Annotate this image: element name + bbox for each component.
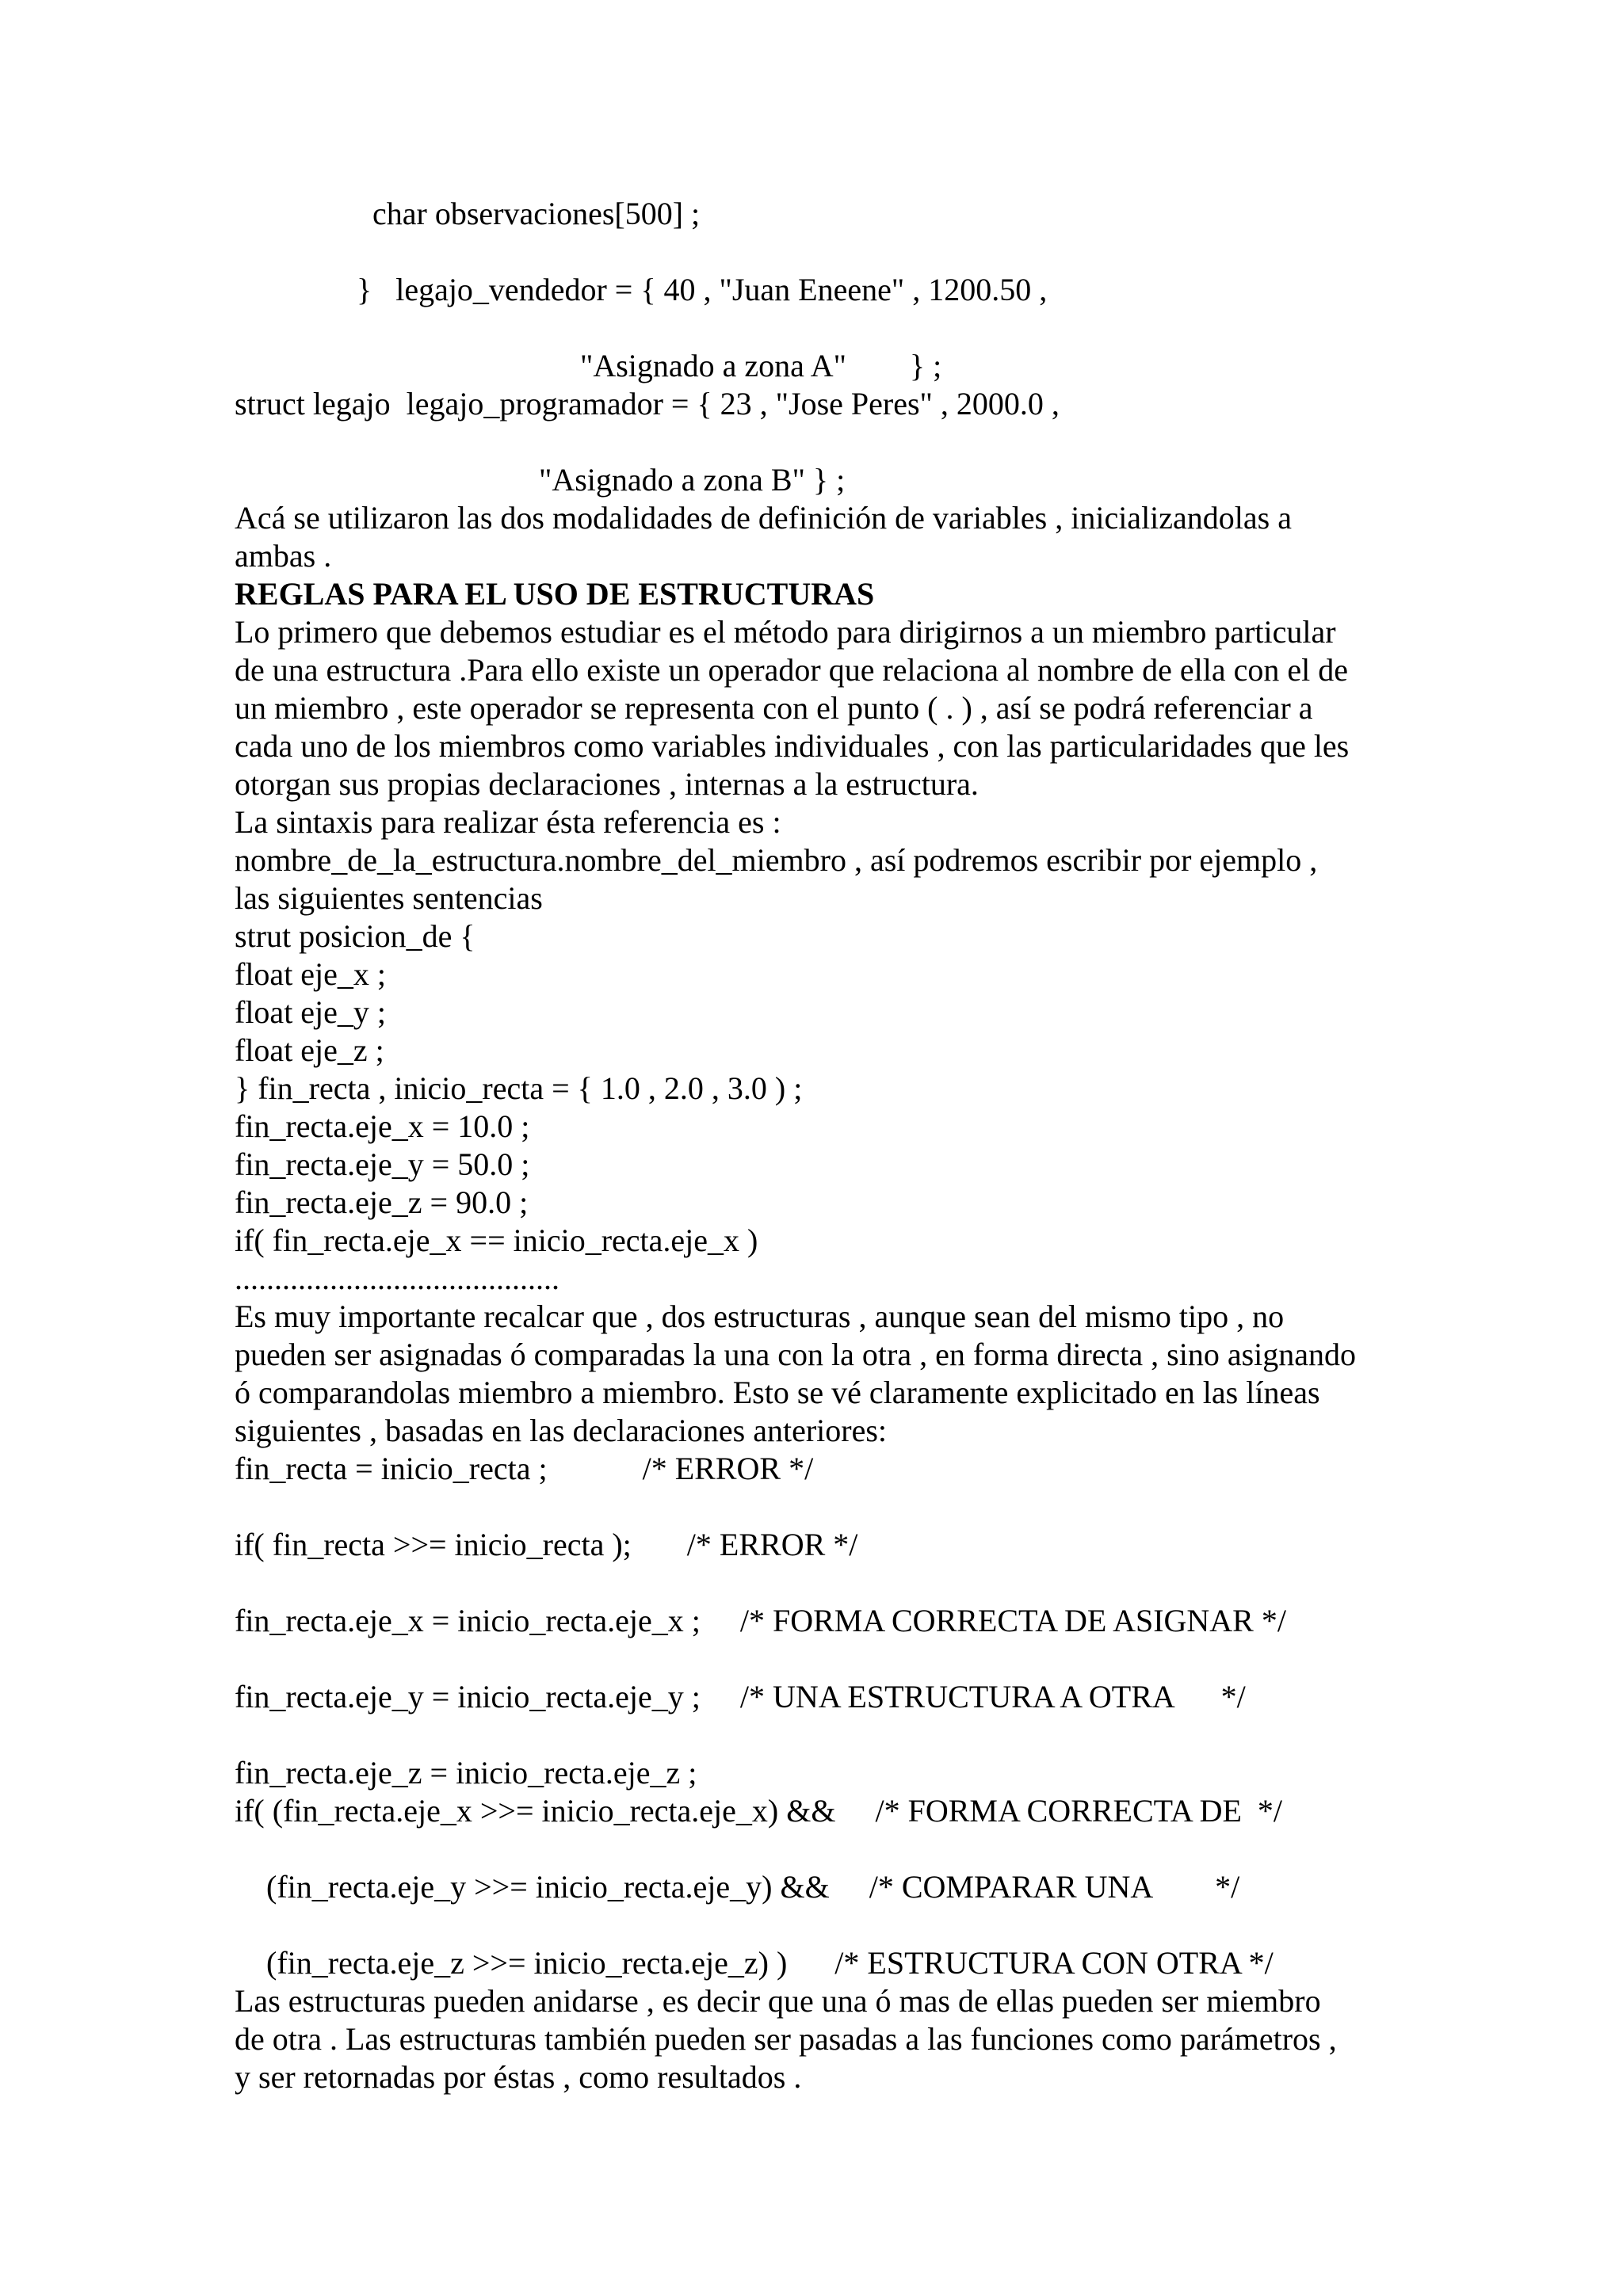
code-line: (fin_recta.eje_y >>= inicio_recta.eje_y) && /* COMPARAR UNA */ — [266, 1869, 1240, 1905]
code-line: if( (fin_recta.eje_x >>= inicio_recta.eje_x) && /* FORMA CORRECTA DE */ — [235, 1793, 1283, 1829]
code-line: strut posicion_de { — [235, 918, 475, 954]
code-line: if( fin_recta.eje_x == inicio_recta.eje_x ) — [235, 1222, 758, 1258]
code-line: float eje_x ; — [235, 956, 387, 992]
code-line: } fin_recta , inicio_recta = { 1.0 , 2.0 , 3.0 ) ; — [235, 1070, 803, 1106]
code-line: char observaciones[500] ; — [372, 196, 701, 231]
text-line: ambas . — [235, 538, 332, 574]
text-line: ó comparandolas miembro a miembro. Esto se vé claramente explicitado en las líneas — [235, 1375, 1320, 1410]
code-line: fin_recta = inicio_recta ; /* ERROR */ — [235, 1451, 814, 1486]
section-heading: REGLAS PARA EL USO DE ESTRUCTURAS — [235, 576, 875, 612]
code-line: fin_recta.eje_z = 90.0 ; — [235, 1184, 529, 1220]
text-line: un miembro , este operador se representa con el punto ( . ) , así se podrá referenciar a — [235, 690, 1313, 726]
text-line: las siguientes sentencias — [235, 880, 543, 916]
text-line: de una estructura .Para ello existe un operador que relaciona al nombre de ella con el de — [235, 652, 1348, 688]
code-line: fin_recta.eje_y = inicio_recta.eje_y ; /* UNA ESTRUCTURA A OTRA */ — [235, 1679, 1246, 1714]
code-line: "Asignado a zona A" } ; — [580, 348, 942, 383]
code-line: if( fin_recta >>= inicio_recta ); /* ERROR */ — [235, 1527, 858, 1562]
text-line: nombre_de_la_estructura.nombre_del_miembro , así podremos escribir por ejemplo , — [235, 842, 1318, 878]
text-line: Acá se utilizaron las dos modalidades de definición de variables , inicializandolas a — [235, 500, 1292, 536]
text-line: otorgan sus propias declaraciones , internas a la estructura. — [235, 766, 979, 802]
code-line: fin_recta.eje_z = inicio_recta.eje_z ; — [235, 1755, 697, 1791]
text-line: cada uno de los miembros como variables individuales , con las particularidades que les — [235, 728, 1350, 764]
text-line: Es muy importante recalcar que , dos estructuras , aunque sean del mismo tipo , no — [235, 1299, 1285, 1334]
code-line: fin_recta.eje_x = inicio_recta.eje_x ; /* FORMA CORRECTA DE ASIGNAR */ — [235, 1603, 1286, 1638]
code-line: } legajo_vendedor = { 40 , "Juan Eneene" , 1200.50 , — [357, 272, 1048, 307]
code-line: (fin_recta.eje_z >>= inicio_recta.eje_z) ) /* ESTRUCTURA CON OTRA */ — [266, 1945, 1274, 1981]
text-line: de otra . Las estructuras también pueden ser pasadas a las funciones como parámetros , — [235, 2021, 1337, 2057]
code-line: float eje_y ; — [235, 994, 387, 1030]
code-line: struct legajo legajo_programador = { 23 , "Jose Peres" , 2000.0 , — [235, 386, 1060, 421]
dotted-separator: ......................................... — [235, 1261, 559, 1296]
code-line: fin_recta.eje_y = 50.0 ; — [235, 1146, 530, 1182]
text-line: pueden ser asignadas ó comparadas la una con la otra , en forma directa , sino asignando — [235, 1337, 1357, 1372]
text-line: Lo primero que debemos estudiar es el método para dirigirnos a un miembro particular — [235, 614, 1336, 650]
code-line: "Asignado a zona B" } ; — [539, 462, 846, 498]
text-line: siguientes , basadas en las declaraciones anteriores: — [235, 1413, 888, 1448]
text-line: Las estructuras pueden anidarse , es decir que una ó mas de ellas pueden ser miembro — [235, 1983, 1321, 2019]
text-line: y ser retornadas por éstas , como resultados . — [235, 2059, 802, 2095]
text-line: La sintaxis para realizar ésta referencia es : — [235, 804, 781, 840]
code-line: fin_recta.eje_x = 10.0 ; — [235, 1108, 530, 1144]
code-line: float eje_z ; — [235, 1032, 384, 1068]
